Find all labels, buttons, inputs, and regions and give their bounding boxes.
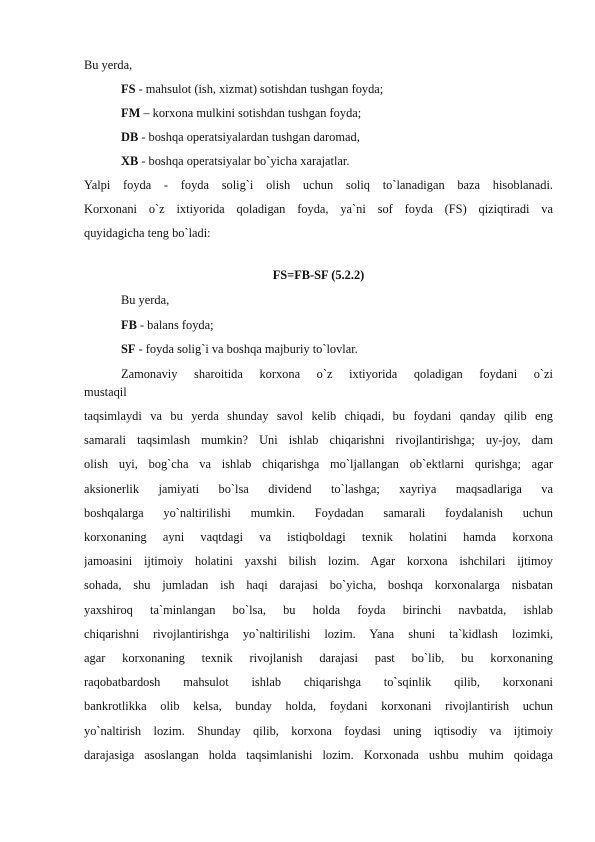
definition-desc: - mahsulot (ish, xizmat) sotishdan tushgan foyda; <box>135 82 384 96</box>
paragraph-line: Zamonaviy sharoitida korxona o`z ixtiyorida qoladigan foydani o`zi <box>121 367 553 381</box>
paragraph-line: quyidagicha teng bo`ladi: <box>84 226 211 240</box>
definition-fs <box>121 81 383 97</box>
paragraph-line: bankrotlikka olib kelsa, bunday holda, foydani korxonani rivojlantirish uchun <box>84 699 553 713</box>
definition-fm <box>121 105 361 121</box>
formula-text: FS=FB-SF (5.2.2) <box>272 268 365 282</box>
paragraph-line: boshqalarga yo`naltirilishi mumkin. Foydadan samarali foydalanish uchun <box>84 506 553 520</box>
definition-desc: - boshqa operatsiyalar bo`yicha xarajatlar. <box>138 154 350 168</box>
paragraph-line: aksionerlik jamiyati bo`lsa dividend to`lashga; xayriya maqsadlariga va <box>84 482 553 496</box>
paragraph-line: mustaqil <box>84 385 127 399</box>
definition-sf <box>121 341 358 357</box>
paragraph-line: sohada, shu jumladan ish haqi darajasi bo`yicha, boshqa korxonalarga nisbatan <box>84 578 553 592</box>
paragraph-line: yaxshiroq ta`minlangan bo`lsa, bu holda foyda birinchi navbatda, ishlab <box>84 603 553 617</box>
paragraph-line: Korxonani o`z ixtiyorida qoladigan foyda, ya`ni sof foyda (FS) qiziqtiradi va <box>84 202 553 216</box>
paragraph-line: raqobatbardosh mahsulot ishlab chiqarishga to`sqinlik qilib, korxonani <box>84 675 553 689</box>
definition-fb <box>121 317 214 333</box>
definition-term: FS <box>121 82 136 96</box>
definition-desc: – korxona mulkini sotishdan tushgan foyda; <box>140 106 362 120</box>
definition-xb <box>121 153 349 169</box>
paragraph-line: olish uyi, bog`cha va ishlab chiqarishga mo`ljallangan ob`ektlarni qurishga; agar <box>84 457 553 471</box>
definition-desc: - boshqa operatsiyalardan tushgan daromad, <box>138 130 360 144</box>
intro-text-2: Bu yerda, <box>121 293 170 307</box>
definition-term: FB <box>121 318 137 332</box>
definition-desc: - foyda solig`i va boshqa majburiy to`lovlar. <box>135 342 358 356</box>
formula <box>84 267 553 283</box>
paragraph-line: taqsimlaydi va bu yerda shunday savol kelib chiqadi, bu foydani qanday qilib eng <box>84 409 553 423</box>
definition-term: FM <box>121 106 141 120</box>
definition-term: DB <box>121 130 139 144</box>
paragraph-line: darajasiga asoslangan holda taqsimlanishi lozim. Korxonada ushbu muhim qoidaga <box>84 748 553 762</box>
definition-term: SF <box>121 342 136 356</box>
paragraph-line: Yalpi foyda - foyda solig`i olish uchun soliq to`lanadigan baza hisoblanadi. <box>84 178 553 192</box>
intro-text: Bu yerda, <box>84 58 133 72</box>
paragraph-line: korxonaning ayni vaqtdagi va istiqboldagi texnik holatini hamda korxona <box>84 530 553 544</box>
paragraph-line: jamoasini ijtimoiy holatini yaxshi bilish lozim. Agar korxona ishchilari ijtimoy <box>84 554 553 568</box>
paragraph-line: yo`naltirish lozim. Shunday qilib, korxona foydasi uning iqtisodiy va ijtimoiy <box>84 724 553 738</box>
paragraph-line: samarali taqsimlash mumkin? Uni ishlab chiqarishni rivojlantirishga; uy-joy, dam <box>84 433 553 447</box>
paragraph-line: agar korxonaning texnik rivojlanish darajasi past bo`lib, bu korxonaning <box>84 651 553 665</box>
paragraph-line: chiqarishni rivojlantirishga yo`naltirilishi lozim. Yana shuni ta`kidlash lozimki, <box>84 627 553 641</box>
definition-db <box>121 129 360 145</box>
definition-desc: - balans foyda; <box>136 318 214 332</box>
definition-term: XB <box>121 154 139 168</box>
